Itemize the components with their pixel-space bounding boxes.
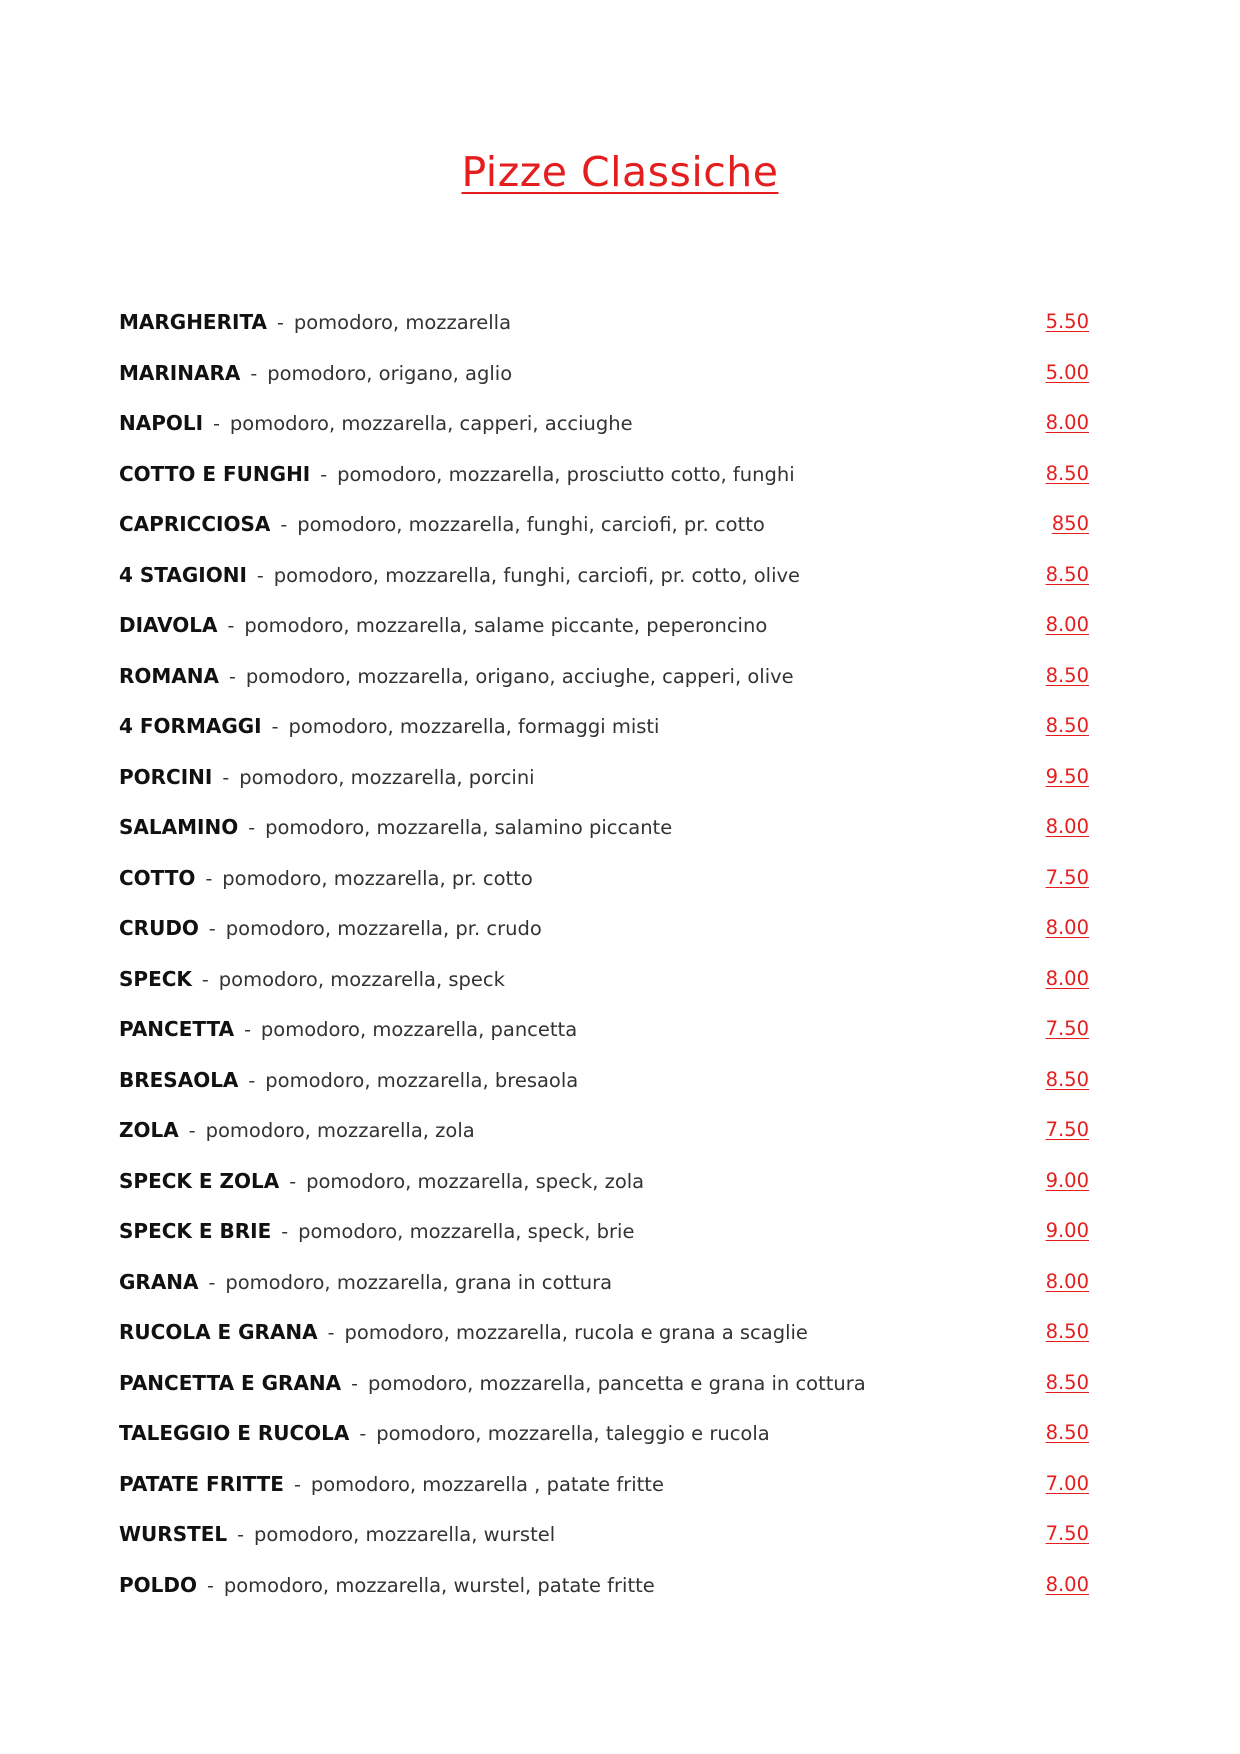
- item-price: 8.00: [1045, 1572, 1089, 1596]
- item-name: NAPOLI: [119, 411, 204, 435]
- item-name: RUCOLA E GRANA: [119, 1320, 318, 1344]
- item-name: BRESAOLA: [119, 1067, 239, 1092]
- item-description: pomodoro, mozzarella, salame piccante, peperoncino: [244, 614, 768, 637]
- item-name: POLDO: [119, 1572, 198, 1597]
- item-description: pomodoro, mozzarella, prosciutto cotto, funghi: [337, 462, 795, 486]
- item-price: 9.00: [1045, 1219, 1089, 1242]
- menu-item: [119, 1112, 1099, 1163]
- item-description: pomodoro, mozzarella, origano, acciughe, capperi, olive: [245, 664, 794, 688]
- item-description: pomodoro, mozzarella, pancetta: [260, 1018, 578, 1041]
- item-description: pomodoro, mozzarella, salamino piccante: [265, 816, 673, 839]
- item-name: ZOLA: [119, 1118, 179, 1142]
- menu-item: [119, 809, 1099, 860]
- item-separator: -: [250, 362, 258, 385]
- item-price: 7.00: [1045, 1471, 1089, 1495]
- item-price: 8.50: [1045, 1421, 1089, 1444]
- item-separator: -: [213, 413, 220, 435]
- item-price: 8.50: [1045, 714, 1089, 737]
- item-separator: -: [205, 867, 213, 890]
- item-description: pomodoro, mozzarella, bresaola: [265, 1068, 579, 1092]
- item-separator: -: [327, 1322, 335, 1344]
- item-description: pomodoro, mozzarella, pancetta e grana in cottura: [368, 1371, 866, 1395]
- item-name: 4 FORMAGGI: [119, 714, 262, 738]
- item-name: CRUDO: [119, 916, 199, 940]
- item-separator: -: [237, 1524, 245, 1546]
- item-name: TALEGGIO E RUCOLA: [119, 1421, 350, 1445]
- item-description: pomodoro, mozzarella, speck: [218, 967, 505, 991]
- item-description: pomodoro, mozzarella, rucola e grana a scaglie: [344, 1321, 808, 1344]
- item-price: 8.50: [1045, 461, 1089, 485]
- item-separator: -: [351, 1372, 359, 1395]
- item-name: PANCETTA: [119, 1017, 235, 1041]
- menu-item: [119, 1163, 1099, 1214]
- item-price: 7.50: [1045, 1522, 1089, 1545]
- item-name: WURSTEL: [119, 1522, 228, 1546]
- menu-item: [119, 910, 1099, 961]
- item-description: pomodoro, mozzarella, taleggio e rucola: [376, 1422, 770, 1445]
- item-name: MARGHERITA: [119, 310, 268, 334]
- menu-item: [119, 1466, 1099, 1517]
- menu-item: [119, 1062, 1099, 1113]
- item-price: 7.50: [1045, 1017, 1089, 1040]
- item-description: pomodoro, mozzarella, wurstel, patate fritte: [223, 1573, 655, 1597]
- item-separator: -: [256, 564, 264, 587]
- item-name: SPECK E BRIE: [119, 1219, 272, 1243]
- item-name: SPECK: [119, 966, 192, 991]
- menu-item: [119, 961, 1099, 1012]
- item-price: 9.00: [1045, 1168, 1089, 1192]
- menu-item: [119, 1516, 1099, 1567]
- item-separator: -: [207, 1574, 214, 1597]
- item-price: 8.50: [1045, 562, 1089, 586]
- menu-item: [119, 658, 1099, 709]
- menu-item: [119, 1264, 1099, 1315]
- item-description: pomodoro, mozzarella, speck, zola: [306, 1169, 645, 1193]
- menu-item: [119, 405, 1099, 456]
- item-description: pomodoro, mozzarella, formaggi misti: [288, 715, 660, 738]
- item-description: pomodoro, mozzarella, speck, brie: [298, 1220, 635, 1243]
- item-description: pomodoro, mozzarella, funghi, carciofi, pr. cotto, olive: [273, 563, 801, 587]
- menu-item: [119, 607, 1099, 658]
- menu-item: [119, 1365, 1099, 1416]
- item-price: 850: [1051, 512, 1089, 535]
- item-price: 8.00: [1045, 966, 1089, 990]
- item-description: pomodoro, mozzarella, grana in cottura: [225, 1270, 613, 1294]
- item-separator: -: [271, 716, 279, 738]
- item-separator: -: [280, 514, 288, 536]
- item-description: pomodoro, mozzarella, wurstel: [254, 1523, 556, 1546]
- item-separator: -: [222, 766, 230, 789]
- item-name: MARINARA: [119, 360, 241, 385]
- item-separator: -: [359, 1423, 367, 1445]
- item-separator: -: [229, 665, 236, 688]
- item-price: 8.50: [1045, 1067, 1089, 1091]
- item-separator: -: [227, 615, 235, 637]
- page-title: [0, 148, 1240, 196]
- item-separator: -: [293, 1473, 301, 1496]
- item-name: 4 STAGIONI: [119, 562, 247, 587]
- menu-item: [119, 355, 1099, 406]
- item-price: 7.50: [1045, 1118, 1089, 1141]
- menu-item: [119, 860, 1099, 911]
- item-separator: -: [201, 968, 209, 991]
- item-name: SPECK E ZOLA: [119, 1168, 280, 1193]
- menu-item: [119, 557, 1099, 608]
- item-price: 5.00: [1045, 360, 1089, 384]
- item-description: pomodoro, mozzarella, pr. crudo: [225, 917, 542, 940]
- item-price: 8.50: [1045, 663, 1089, 687]
- item-description: pomodoro, mozzarella, funghi, carciofi, pr. cotto: [297, 513, 765, 536]
- item-price: 7.50: [1045, 865, 1089, 889]
- menu-item: [119, 1011, 1099, 1062]
- item-price: 8.50: [1045, 1320, 1089, 1343]
- item-separator: -: [208, 1271, 216, 1294]
- item-separator: -: [244, 1019, 251, 1041]
- item-separator: -: [208, 918, 216, 940]
- menu-item: [119, 1567, 1099, 1618]
- item-name: DIAVOLA: [119, 613, 218, 637]
- item-separator: -: [188, 1120, 196, 1142]
- page-title-text: Pizze Classiche: [461, 148, 779, 196]
- item-price: 8.50: [1045, 1370, 1089, 1394]
- item-name: GRANA: [119, 1269, 199, 1294]
- item-name: COTTO E FUNGHI: [119, 461, 311, 486]
- item-price: 5.50: [1045, 310, 1089, 333]
- item-separator: -: [248, 817, 256, 839]
- menu-item: [119, 1314, 1099, 1365]
- item-name: CAPRICCIOSA: [119, 512, 271, 536]
- item-separator: -: [289, 1170, 297, 1193]
- menu-item: [119, 304, 1099, 355]
- menu-list: [119, 304, 1099, 1617]
- item-separator: -: [320, 463, 328, 486]
- item-price: 8.00: [1045, 613, 1089, 636]
- item-description: pomodoro, mozzarella, pr. cotto: [222, 866, 533, 890]
- item-name: SALAMINO: [119, 815, 239, 839]
- item-description: pomodoro, mozzarella, porcini: [239, 765, 535, 789]
- item-separator: -: [277, 312, 284, 334]
- item-price: 8.00: [1045, 411, 1089, 434]
- item-name: PATATE FRITTE: [119, 1471, 284, 1496]
- item-name: PORCINI: [119, 764, 213, 789]
- item-name: PANCETTA E GRANA: [119, 1370, 342, 1395]
- menu-item: [119, 506, 1099, 557]
- item-price: 9.50: [1045, 764, 1089, 788]
- item-description: pomodoro, mozzarella, zola: [205, 1119, 475, 1142]
- item-separator: -: [281, 1221, 289, 1243]
- menu-item: [119, 759, 1099, 810]
- item-name: ROMANA: [119, 663, 219, 688]
- menu-item: [119, 1415, 1099, 1466]
- item-price: 8.00: [1045, 1269, 1089, 1293]
- menu-item: [119, 456, 1099, 507]
- item-description: pomodoro, origano, aglio: [267, 361, 513, 385]
- menu-item: [119, 708, 1099, 759]
- menu-item: [119, 1213, 1099, 1264]
- item-description: pomodoro, mozzarella: [293, 311, 512, 334]
- item-description: pomodoro, mozzarella , patate fritte: [310, 1472, 664, 1496]
- item-price: 8.00: [1045, 815, 1089, 838]
- item-price: 8.00: [1045, 916, 1089, 939]
- item-description: pomodoro, mozzarella, capperi, acciughe: [229, 412, 633, 435]
- item-name: COTTO: [119, 865, 196, 890]
- item-separator: -: [248, 1069, 256, 1092]
